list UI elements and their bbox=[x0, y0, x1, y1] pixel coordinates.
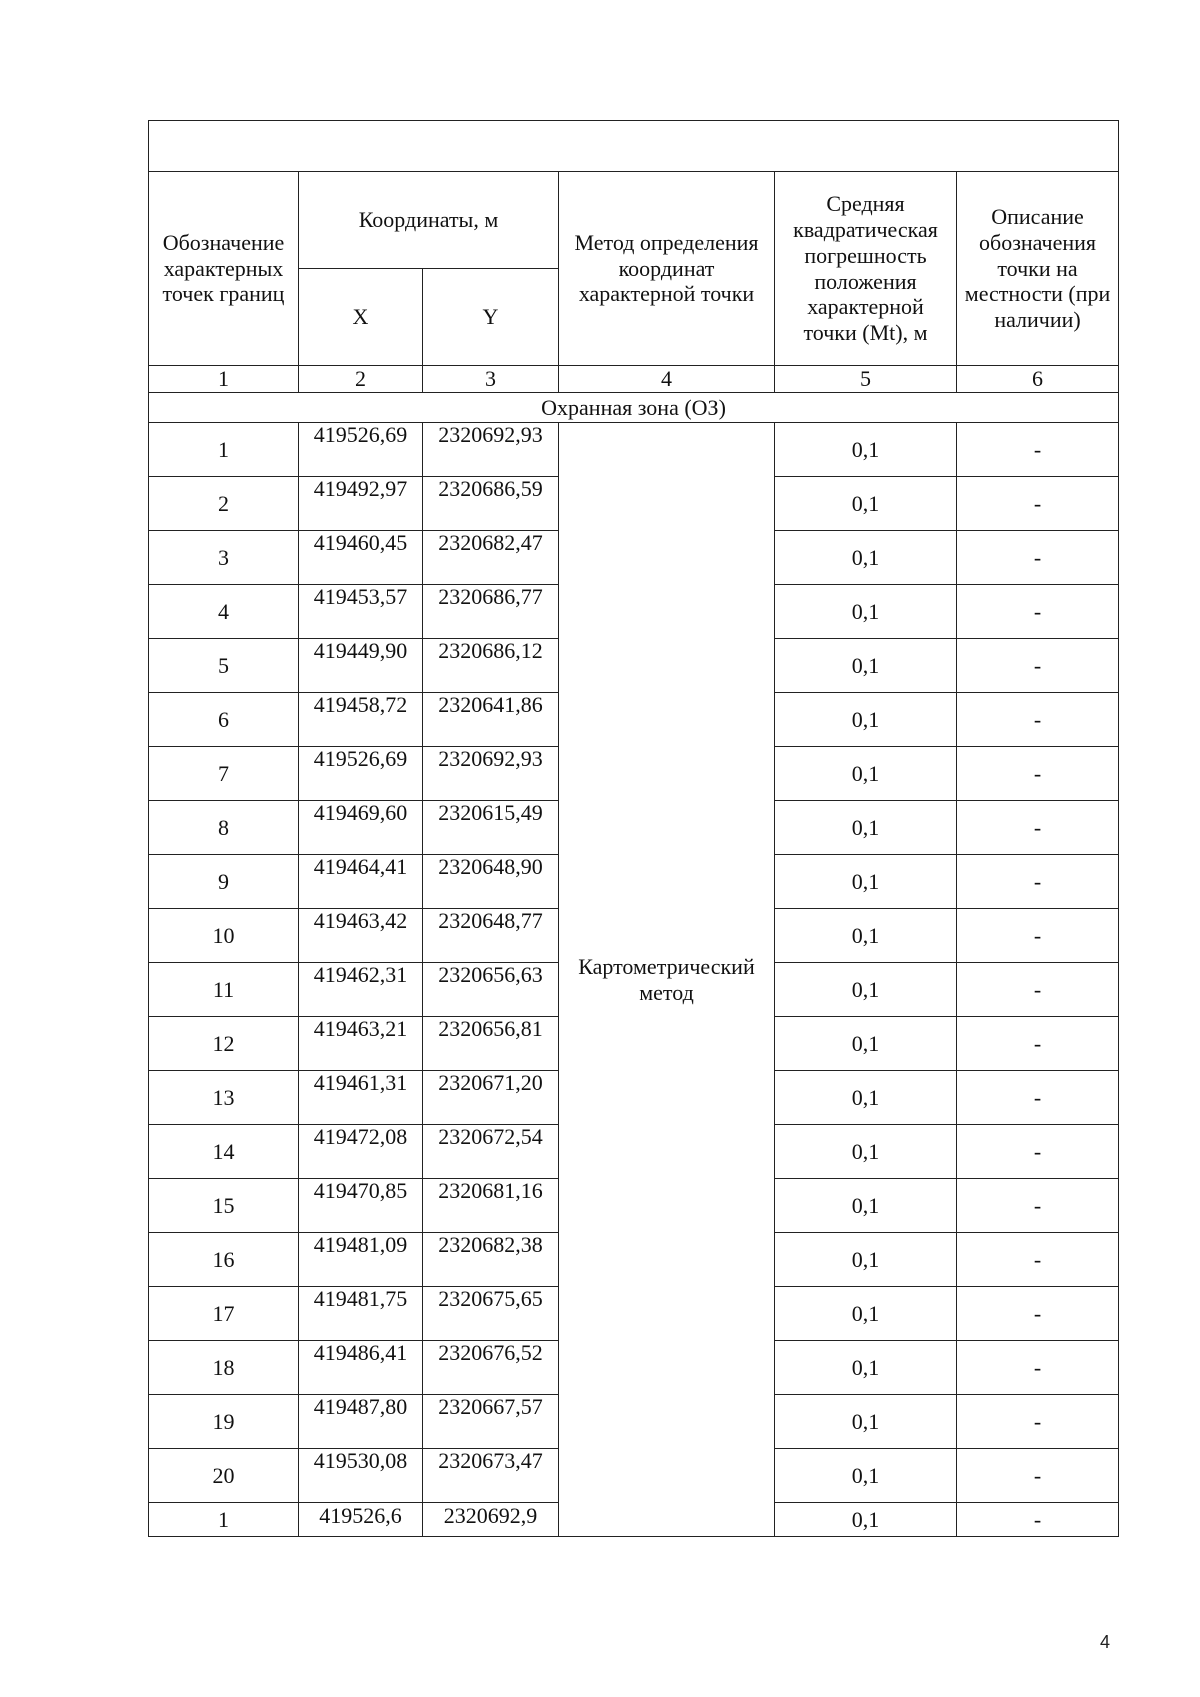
point-number: 4 bbox=[149, 585, 299, 639]
coord-x: 419492,97 bbox=[299, 477, 423, 531]
description-value: - bbox=[957, 963, 1119, 1017]
column-number: 6 bbox=[957, 366, 1119, 393]
coord-y: 2320692,93 bbox=[423, 747, 559, 801]
coord-y: 2320673,47 bbox=[423, 1449, 559, 1503]
table-body bbox=[149, 121, 1119, 1537]
coord-x: 419458,72 bbox=[299, 693, 423, 747]
coord-x: 419481,75 bbox=[299, 1287, 423, 1341]
coordinates-table bbox=[148, 120, 1119, 1537]
point-number: 3 bbox=[149, 531, 299, 585]
coord-y: 2320676,52 bbox=[423, 1341, 559, 1395]
point-number: 10 bbox=[149, 909, 299, 963]
point-number: 20 bbox=[149, 1449, 299, 1503]
table-row bbox=[149, 423, 1119, 477]
coord-x: 419530,08 bbox=[299, 1449, 423, 1503]
coord-x: 419487,80 bbox=[299, 1395, 423, 1449]
error-value: 0,1 bbox=[775, 963, 957, 1017]
error-value: 0,1 bbox=[775, 747, 957, 801]
description-value: - bbox=[957, 693, 1119, 747]
coord-x: 419449,90 bbox=[299, 639, 423, 693]
description-value: - bbox=[957, 909, 1119, 963]
header-y: Y bbox=[423, 269, 559, 366]
point-number: 7 bbox=[149, 747, 299, 801]
description-value: - bbox=[957, 1395, 1119, 1449]
error-value: 0,1 bbox=[775, 909, 957, 963]
coord-y: 2320656,63 bbox=[423, 963, 559, 1017]
description-value: - bbox=[957, 855, 1119, 909]
error-value: 0,1 bbox=[775, 801, 957, 855]
description-value: - bbox=[957, 531, 1119, 585]
point-number: 16 bbox=[149, 1233, 299, 1287]
header-description: Описание обозначения точки на местности (при наличии) bbox=[957, 172, 1119, 366]
point-number: 5 bbox=[149, 639, 299, 693]
page-number: 4 bbox=[1100, 1632, 1111, 1652]
point-number: 6 bbox=[149, 693, 299, 747]
coord-y: 2320667,57 bbox=[423, 1395, 559, 1449]
coord-x: 419463,21 bbox=[299, 1017, 423, 1071]
coord-x: 419453,57 bbox=[299, 585, 423, 639]
error-value: 0,1 bbox=[775, 477, 957, 531]
coord-x: 419469,60 bbox=[299, 801, 423, 855]
coord-x: 419462,31 bbox=[299, 963, 423, 1017]
point-number: 12 bbox=[149, 1017, 299, 1071]
point-number: 17 bbox=[149, 1287, 299, 1341]
coord-x: 419526,69 bbox=[299, 747, 423, 801]
error-value: 0,1 bbox=[775, 1017, 957, 1071]
column-number: 1 bbox=[149, 366, 299, 393]
error-value: 0,1 bbox=[775, 855, 957, 909]
coord-x: 419461,31 bbox=[299, 1071, 423, 1125]
point-number: 18 bbox=[149, 1341, 299, 1395]
description-value: - bbox=[957, 1071, 1119, 1125]
coord-y: 2320682,47 bbox=[423, 531, 559, 585]
error-value: 0,1 bbox=[775, 1125, 957, 1179]
point-number: 19 bbox=[149, 1395, 299, 1449]
error-value: 0,1 bbox=[775, 423, 957, 477]
description-value: - bbox=[957, 1233, 1119, 1287]
coord-x: 419526,69 bbox=[299, 423, 423, 477]
coord-y: 2320686,77 bbox=[423, 585, 559, 639]
coord-y: 2320686,12 bbox=[423, 639, 559, 693]
coord-y: 2320656,81 bbox=[423, 1017, 559, 1071]
description-value: - bbox=[957, 747, 1119, 801]
table-top-empty-row bbox=[149, 121, 1119, 172]
point-number: 13 bbox=[149, 1071, 299, 1125]
point-number: 2 bbox=[149, 477, 299, 531]
description-value: - bbox=[957, 639, 1119, 693]
header-x: X bbox=[299, 269, 423, 366]
error-value: 0,1 bbox=[775, 693, 957, 747]
coord-y: 2320686,59 bbox=[423, 477, 559, 531]
coord-y: 2320672,54 bbox=[423, 1125, 559, 1179]
header-error: Средняя квадратическая погрешность положения характерной точки (Mt), м bbox=[775, 172, 957, 366]
coord-x: 419464,41 bbox=[299, 855, 423, 909]
point-number: 9 bbox=[149, 855, 299, 909]
coord-y: 2320692,93 bbox=[423, 423, 559, 477]
error-value: 0,1 bbox=[775, 1071, 957, 1125]
description-value: - bbox=[957, 1179, 1119, 1233]
coord-x: 419481,09 bbox=[299, 1233, 423, 1287]
method-cell: Картометрический метод bbox=[559, 423, 775, 1537]
description-value: - bbox=[957, 1287, 1119, 1341]
coord-y: 2320675,65 bbox=[423, 1287, 559, 1341]
description-value: - bbox=[957, 477, 1119, 531]
description-value: - bbox=[957, 801, 1119, 855]
column-number: 4 bbox=[559, 366, 775, 393]
zone-label: Охранная зона (ОЗ) bbox=[149, 393, 1119, 423]
description-value: - bbox=[957, 1341, 1119, 1395]
description-value: - bbox=[957, 423, 1119, 477]
coord-y: 2320681,16 bbox=[423, 1179, 559, 1233]
coord-x: 419463,42 bbox=[299, 909, 423, 963]
coord-x: 419470,85 bbox=[299, 1179, 423, 1233]
point-number: 1 bbox=[149, 423, 299, 477]
coord-y: 2320671,20 bbox=[423, 1071, 559, 1125]
coord-y: 2320692,9 bbox=[423, 1503, 559, 1537]
coord-y: 2320648,77 bbox=[423, 909, 559, 963]
error-value: 0,1 bbox=[775, 1287, 957, 1341]
point-number: 8 bbox=[149, 801, 299, 855]
error-value: 0,1 bbox=[775, 1233, 957, 1287]
header-row bbox=[149, 172, 1119, 269]
description-value: - bbox=[957, 1017, 1119, 1071]
point-number: 1 bbox=[149, 1503, 299, 1537]
column-number: 2 bbox=[299, 366, 423, 393]
point-number: 14 bbox=[149, 1125, 299, 1179]
description-value: - bbox=[957, 1125, 1119, 1179]
zone-label-row bbox=[149, 393, 1119, 423]
coord-x: 419486,41 bbox=[299, 1341, 423, 1395]
header-method: Метод определения координат характерной точки bbox=[559, 172, 775, 366]
error-value: 0,1 bbox=[775, 585, 957, 639]
error-value: 0,1 bbox=[775, 1395, 957, 1449]
error-value: 0,1 bbox=[775, 639, 957, 693]
coord-x: 419526,6 bbox=[299, 1503, 423, 1537]
point-number: 11 bbox=[149, 963, 299, 1017]
error-value: 0,1 bbox=[775, 1449, 957, 1503]
empty-title-cell bbox=[149, 121, 1119, 172]
header-coordinates: Координаты, м bbox=[299, 172, 559, 269]
point-number: 15 bbox=[149, 1179, 299, 1233]
coord-y: 2320682,38 bbox=[423, 1233, 559, 1287]
description-value: - bbox=[957, 1449, 1119, 1503]
column-number: 5 bbox=[775, 366, 957, 393]
coord-y: 2320615,49 bbox=[423, 801, 559, 855]
header-designation: Обозначение характерных точек границ bbox=[149, 172, 299, 366]
column-number-row bbox=[149, 366, 1119, 393]
description-value: - bbox=[957, 585, 1119, 639]
coord-y: 2320641,86 bbox=[423, 693, 559, 747]
error-value: 0,1 bbox=[775, 1341, 957, 1395]
description-value: - bbox=[957, 1503, 1119, 1537]
coord-x: 419460,45 bbox=[299, 531, 423, 585]
error-value: 0,1 bbox=[775, 1503, 957, 1537]
coord-y: 2320648,90 bbox=[423, 855, 559, 909]
coord-x: 419472,08 bbox=[299, 1125, 423, 1179]
column-number: 3 bbox=[423, 366, 559, 393]
error-value: 0,1 bbox=[775, 1179, 957, 1233]
error-value: 0,1 bbox=[775, 531, 957, 585]
